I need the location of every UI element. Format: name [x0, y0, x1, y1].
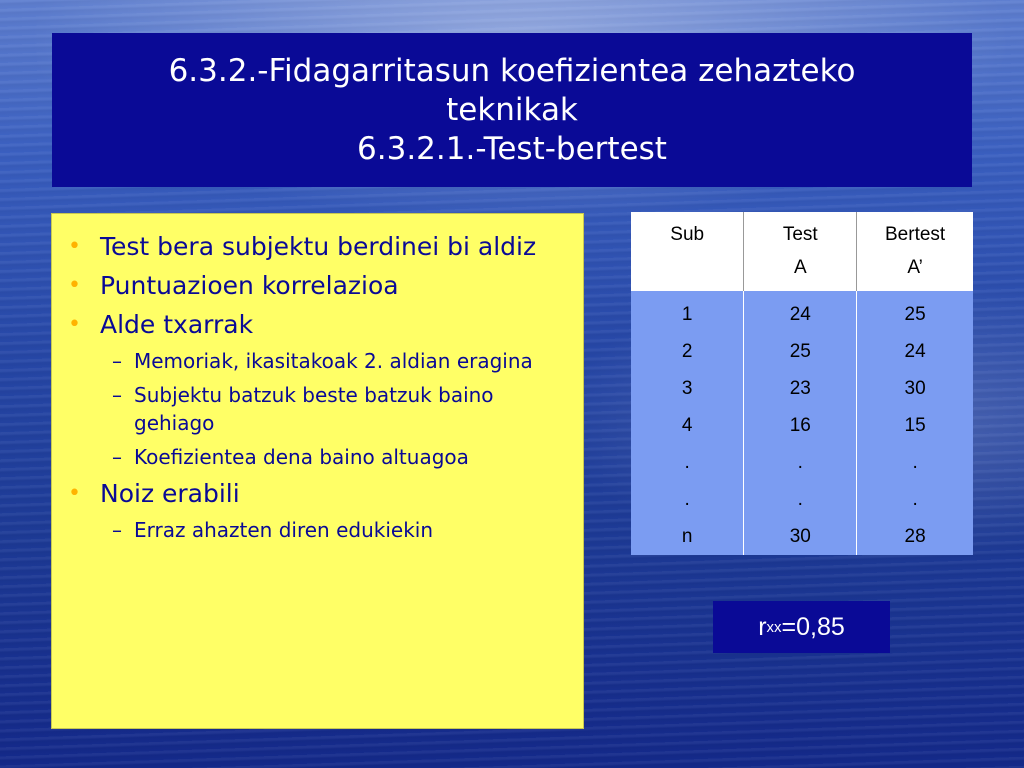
title-line-1: 6.3.2.-Fidagarritasun koefizientea zehazteko [168, 52, 856, 89]
table-body-row [631, 291, 973, 555]
header-line: A’ [907, 257, 923, 278]
bullet-text: Puntuazioen korrelazioa [100, 271, 399, 300]
cell: 24 [789, 304, 811, 325]
header-bertest [857, 212, 973, 291]
cell: 24 [904, 341, 926, 362]
bullet-icon: • [68, 312, 81, 337]
cell: 16 [789, 415, 811, 436]
bullet-item-3 [62, 308, 569, 341]
cell: 1 [681, 304, 693, 325]
bullet-text: Test bera subjektu berdinei bi aldiz [100, 232, 537, 261]
column-test [744, 291, 857, 555]
dash-icon: – [112, 518, 122, 542]
dash-icon: – [112, 349, 122, 373]
bullet-text: Noiz erabili [100, 479, 240, 508]
header-line: A [793, 257, 807, 278]
scores-table [631, 212, 973, 555]
header-line: Bertest [885, 224, 946, 245]
sub-item-1 [100, 347, 569, 375]
slide-title [52, 33, 972, 187]
cell: 25 [789, 341, 811, 362]
cell: 30 [904, 378, 926, 399]
column-sub [631, 291, 744, 555]
bullet-list-panel [51, 213, 584, 729]
title-line-3: 6.3.2.1.-Test-bertest [357, 130, 667, 167]
bullet-icon: • [68, 273, 81, 298]
sub-item-4 [100, 516, 569, 544]
header-test [744, 212, 857, 291]
cell: 25 [904, 304, 926, 325]
cell: 23 [789, 378, 811, 399]
cell: . [684, 452, 690, 473]
sub-item-3 [100, 443, 569, 471]
reliability-coefficient-box [713, 601, 890, 653]
bullet-icon: • [68, 481, 81, 506]
sub-item-text: Erraz ahazten diren edukiekin [134, 518, 434, 542]
coefficient-symbol: r [758, 612, 767, 641]
dash-icon: – [112, 383, 122, 407]
cell: 2 [681, 341, 693, 362]
scores-table-container [631, 212, 973, 553]
sub-item-text: Subjektu batzuk beste batzuk baino gehiago [134, 383, 494, 435]
bullet-item-2 [62, 269, 569, 302]
cell: 15 [904, 415, 926, 436]
column-bertest [857, 291, 973, 555]
cell: . [912, 452, 918, 473]
header-line: Sub [670, 224, 705, 245]
coefficient-subscript: xx [766, 618, 782, 636]
cell: 30 [789, 526, 811, 547]
sub-item-text: Koefizientea dena baino altuagoa [134, 445, 469, 469]
cell: . [912, 489, 918, 510]
cell: 4 [681, 415, 693, 436]
sub-item-text: Memoriak, ikasitakoak 2. aldian eragina [134, 349, 533, 373]
cell: 3 [681, 378, 693, 399]
header-sub [631, 212, 744, 291]
cell: . [797, 489, 803, 510]
title-line-2: teknikak [446, 91, 578, 128]
cell: 28 [904, 526, 926, 547]
cell: . [797, 452, 803, 473]
dash-icon: – [112, 445, 122, 469]
bullet-icon: • [68, 234, 81, 259]
bullet-item-4 [62, 477, 569, 510]
table-header-row [631, 212, 973, 291]
header-line: Test [782, 224, 818, 245]
coefficient-value: =0,85 [781, 612, 845, 641]
bullet-text: Alde txarrak [100, 310, 254, 339]
cell: . [684, 489, 690, 510]
cell: n [681, 526, 693, 547]
bullet-item-1 [62, 230, 569, 263]
sub-item-2 [100, 381, 569, 437]
